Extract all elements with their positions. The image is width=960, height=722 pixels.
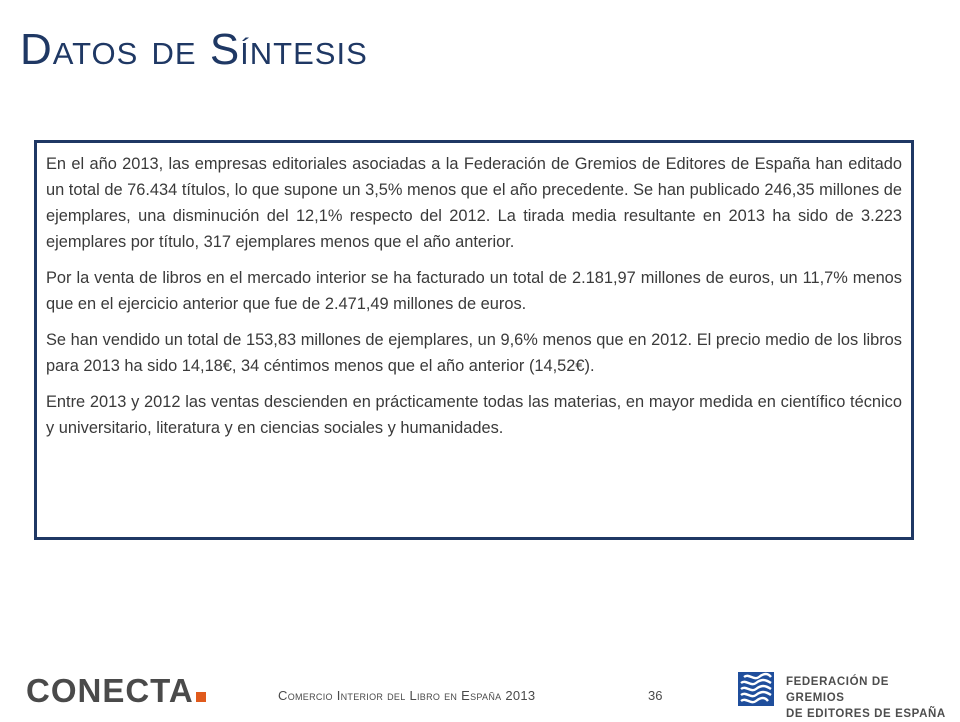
footer-document-title: Comercio Interior del Libro en España 2013: [278, 688, 536, 703]
summary-paragraph-3: Se han vendido un total de 153,83 millones de ejemplares, un 9,6% menos que en 2012. El precio medio de los libros para 2013 ha sido 14,18€, 34 céntimos menos que el año anterior (14,52€).: [46, 331, 902, 375]
federation-name: [786, 674, 946, 722]
summary-paragraph-4: Entre 2013 y 2012 las ventas descienden en prácticamente todas las materias, en mayor medida en científico técnico y universitario, literatura y en ciencias sociales y humanidades.: [46, 393, 902, 437]
waves-emblem-icon: [738, 672, 774, 706]
conecta-logo-text: CONECTA: [26, 672, 194, 709]
conecta-logo: [26, 674, 216, 714]
summary-box: [34, 140, 914, 540]
summary-paragraph-2: Por la venta de libros en el mercado interior se ha facturado un total de 2.181,97 millones de euros, un 11,7% menos que en el ejercicio anterior que fue de 2.471,49 millones de euros.: [46, 269, 902, 313]
summary-paragraph-1: En el año 2013, las empresas editoriales asociadas a la Federación de Gremios de Editores de España han editado un total de 76.434 títulos, lo que supone un 3,5% menos que el año precedente. Se han publicado 246,35 millones de ejemplares, una disminución del 12,1% respecto del 2012. La tirada media resultante en 2013 ha sido de 3.223 ejemplares por título, 317 ejemplares menos que el año anterior.: [46, 155, 902, 251]
federation-name-line-1: FEDERACIÓN DE GREMIOS: [786, 676, 890, 704]
federation-name-line-2: DE EDITORES DE ESPAÑA: [786, 708, 946, 720]
logo-accent-square-icon: [196, 692, 206, 702]
page-title: Datos de Síntesis: [20, 25, 368, 74]
page-number: 36: [648, 688, 663, 703]
